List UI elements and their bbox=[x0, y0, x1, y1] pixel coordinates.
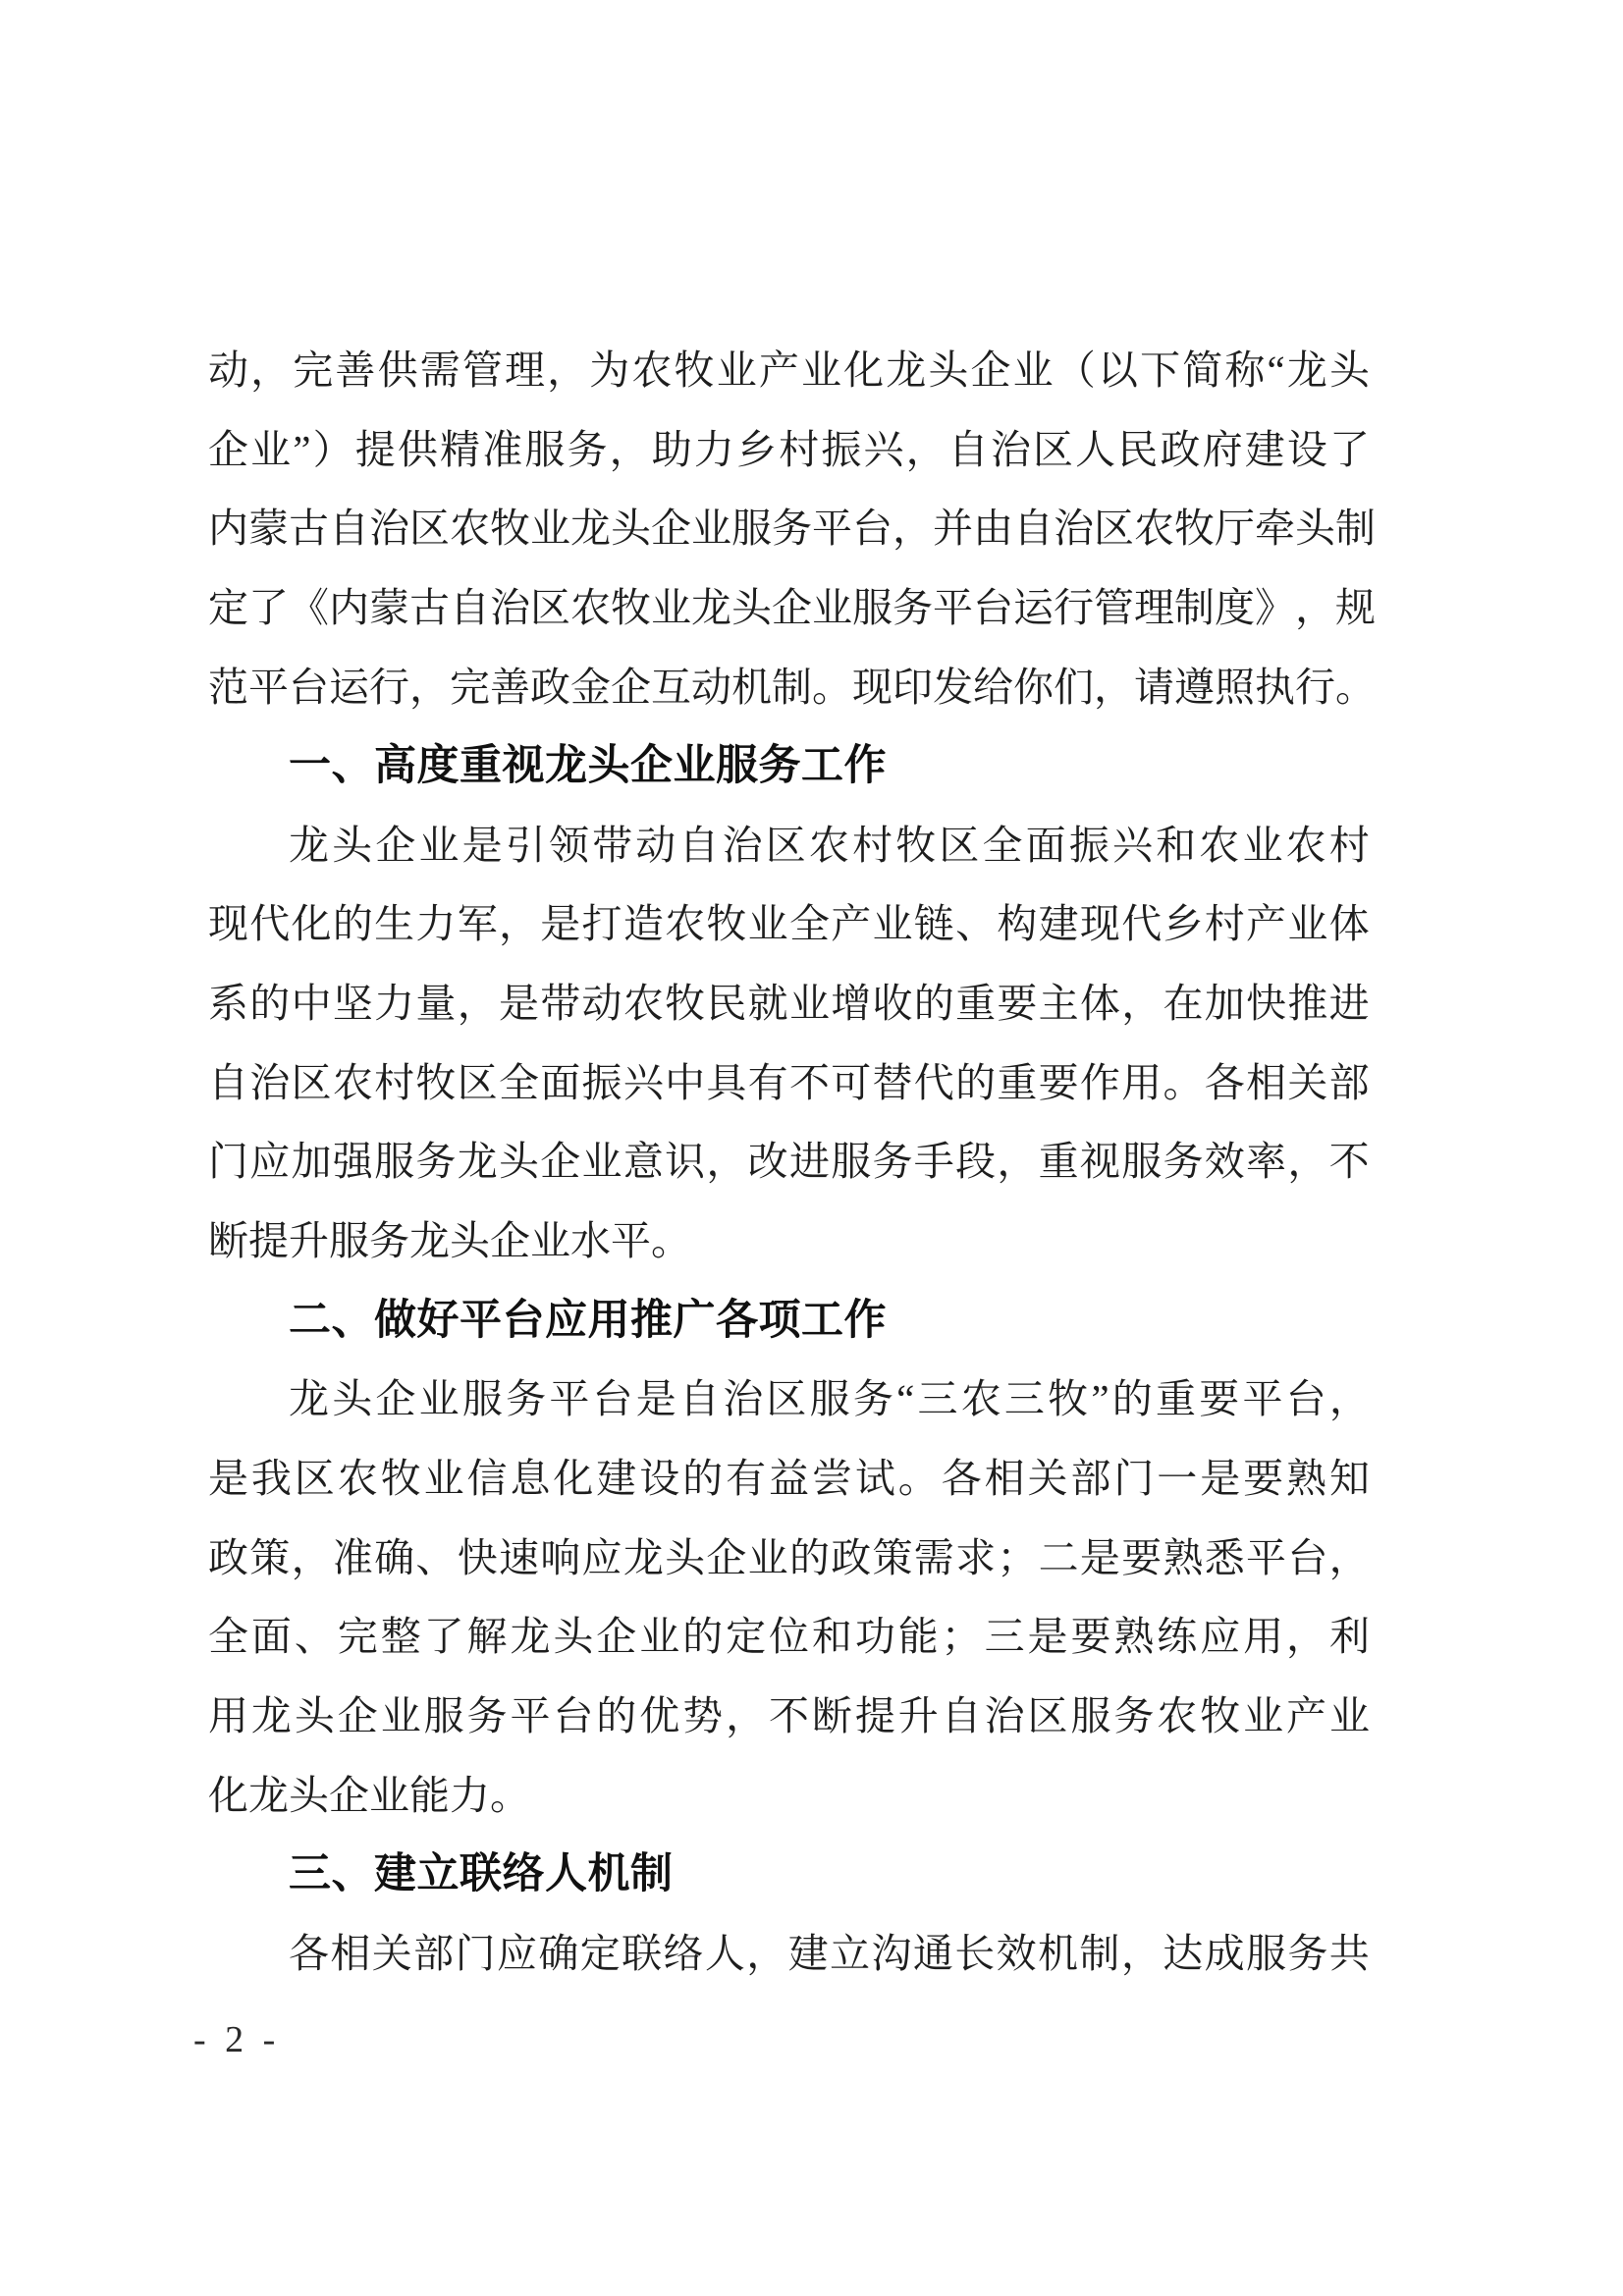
paragraph-2-line: 断提升服务龙头企业水平。 bbox=[208, 1218, 691, 1264]
paragraph-3-line: 龙 头 企 业 服 务 平 台 是 自 治 区 服 务 “ 三 农 三 牧 ” 的 重 要 平 台 ， bbox=[289, 1376, 1370, 1422]
document-body bbox=[208, 331, 1376, 1993]
paragraph-1-line: 企 业 ” ） 提 供 精 准 服 务 ， 助 力 乡 村 振 兴 ， 自 治 区 人 民 政 府 建 设 了 bbox=[208, 426, 1370, 472]
paragraph-2-line: 门 应 加 强 服 务 龙 头 企 业 意 识 ， 改 进 服 务 手 段 ， 重 视 服 务 效 率 ， 不 bbox=[208, 1139, 1370, 1185]
section-heading-2: 二、做好平台应用推广各项工作 bbox=[289, 1296, 887, 1344]
paragraph-1-line: 内 蒙 古 自 治 区 农 牧 业 龙 头 企 业 服 务 平 台 ， 并 由 自 治 区 农 牧 厅 牵 头 制 bbox=[208, 506, 1376, 552]
paragraph-2-line: 自 治 区 农 村 牧 区 全 面 振 兴 中 具 有 不 可 替 代 的 重 要 作 用 。 各 相 关 部 bbox=[208, 1059, 1370, 1105]
section-heading-3: 三、建立联络人机制 bbox=[289, 1850, 674, 1898]
paragraph-3-line: 是 我 区 农 牧 业 信 息 化 建 设 的 有 益 尝 试 。 各 相 关 部 门 一 是 要 熟 知 bbox=[208, 1455, 1370, 1501]
paragraph-3-line: 全 面 、 完 整 了 解 龙 头 企 业 的 定 位 和 功 能 ； 三 是 要 熟 练 应 用 ， 利 bbox=[208, 1614, 1370, 1660]
paragraph-1-line: 动 ， 完 善 供 需 管 理 ， 为 农 牧 业 产 业 化 龙 头 企 业 （ 以 下 简 称 “ 龙 头 bbox=[208, 347, 1370, 393]
page-number: - 2 - bbox=[193, 2019, 281, 2060]
paragraph-3-line: 政 策 ， 准 确 、 快 速 响 应 龙 头 企 业 的 政 策 需 求 ； 二 是 要 熟 悉 平 台 ， bbox=[208, 1534, 1370, 1580]
paragraph-2-line: 系 的 中 坚 力 量 ， 是 带 动 农 牧 民 就 业 增 收 的 重 要 主 体 ， 在 加 快 推 进 bbox=[208, 981, 1370, 1027]
paragraph-3-line: 化龙头企业能力。 bbox=[208, 1772, 530, 1818]
paragraph-1-line: 范 平 台 运 行 ， 完 善 政 金 企 互 动 机 制 。 现 印 发 给 你 们 ， 请 遵 照 执 行 。 bbox=[208, 664, 1376, 710]
paragraph-3-line: 用 龙 头 企 业 服 务 平 台 的 优 势 ， 不 断 提 升 自 治 区 服 务 农 牧 业 产 业 bbox=[208, 1692, 1370, 1738]
paragraph-2-line: 现 代 化 的 生 力 军 ， 是 打 造 农 牧 业 全 产 业 链 、 构 建 现 代 乡 村 产 业 体 bbox=[208, 901, 1370, 947]
section-heading-1: 一、高度重视龙头企业服务工作 bbox=[289, 742, 887, 790]
paragraph-1-line: 定 了 《 内 蒙 古 自 治 区 农 牧 业 龙 头 企 业 服 务 平 台 运 行 管 理 制 度 》 ， 规 bbox=[208, 584, 1376, 630]
paragraph-2-line: 龙 头 企 业 是 引 领 带 动 自 治 区 农 村 牧 区 全 面 振 兴 和 农 业 农 村 bbox=[289, 822, 1370, 868]
paragraph-4-line: 各 相 关 部 门 应 确 定 联 络 人 ， 建 立 沟 通 长 效 机 制 ， 达 成 服 务 共 bbox=[289, 1930, 1370, 1976]
